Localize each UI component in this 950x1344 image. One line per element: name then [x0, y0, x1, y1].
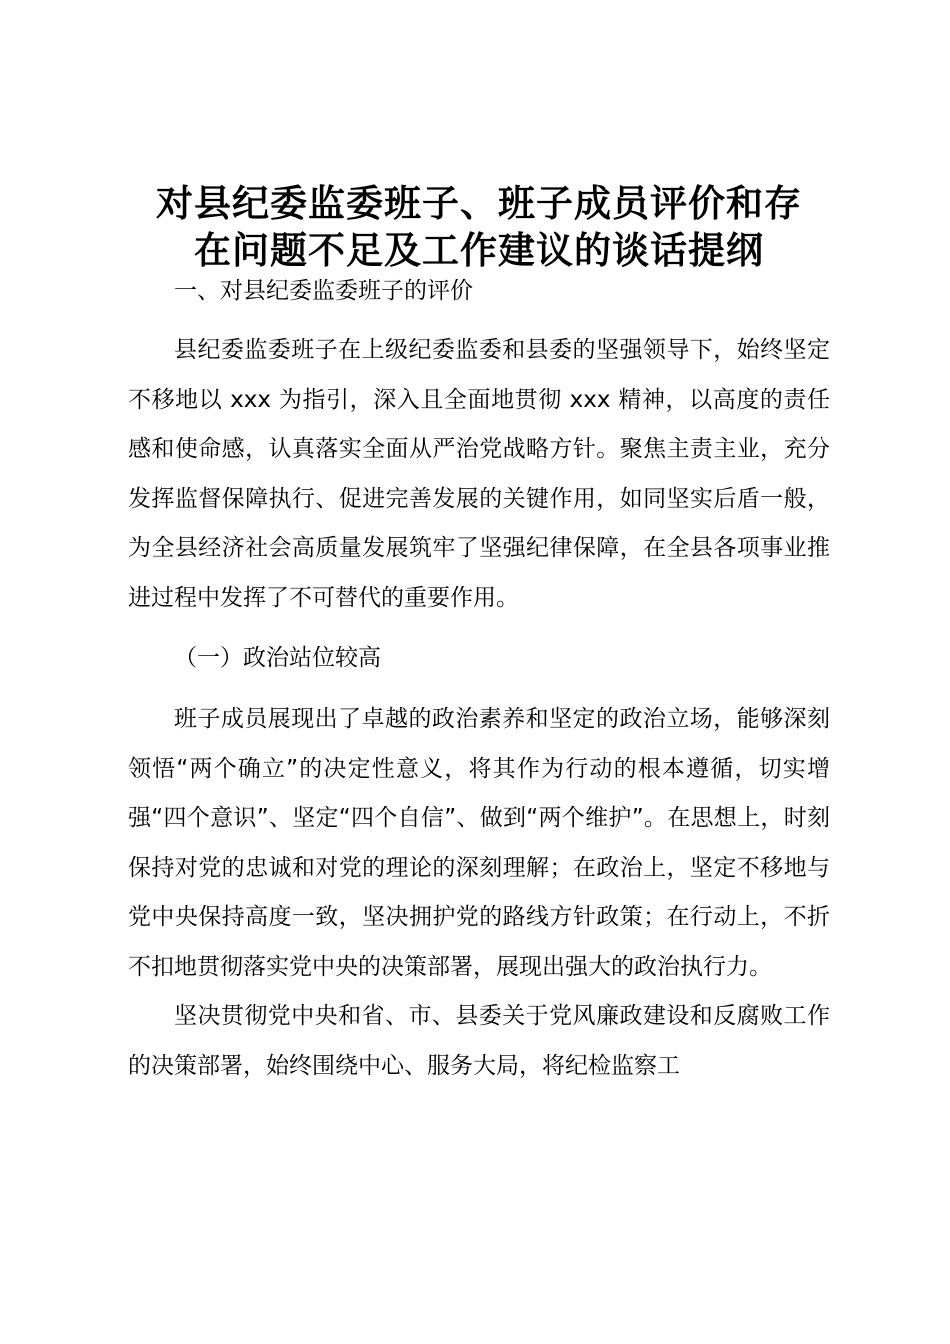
- title-line-2: 在问题不足及工作建议的谈话提纲: [194, 228, 764, 272]
- subsection-heading-political-stance: （一）政治站位较高: [174, 645, 381, 671]
- document-page: [128, 180, 830, 1091]
- title-line-1: 对县纪委监委班子、班子成员评价和存: [156, 181, 802, 225]
- document-title: [128, 180, 830, 274]
- paragraph-overall-evaluation: 县纪委监委班子在上级纪委监委和县委的坚强领导下，始终坚定不移地以 xxx 为指引，深入且全面地贯彻 xxx 精神，以高度的责任感和使命感，认真落实全面从严治党战略方针。聚焦主责主业，充分发挥监督保障执行、促进完善发展的关键作用，如同坚实后盾一般，为全县经济社会高质量发展筑牢了坚强纪律保障，在全县各项事业推进过程中发挥了不可替代的重要作用。: [128, 337, 830, 611]
- section-heading-evaluation: 一、对县纪委监委班子的评价: [174, 278, 473, 304]
- paragraph-political-quality: 班子成员展现出了卓越的政治素养和坚定的政治立场，能够深刻领悟“两个确立”的决定性意义，将其作为行动的根本遵循，切实增强“四个意识”、坚定“四个自信”、做到“两个维护”。在思想上，时刻保持对党的忠诚和对党的理论的深刻理解；在政治上，坚定不移地与党中央保持高度一致，坚决拥护党的路线方针政策；在行动上，不折不扣地贯彻落实党中央的决策部署，展现出强大的政治执行力。: [128, 706, 830, 980]
- paragraph-anti-corruption: 坚决贯彻党中央和省、市、县委关于党风廉政建设和反腐败工作的决策部署，始终围绕中心、服务大局，将纪检监察工: [128, 1003, 830, 1079]
